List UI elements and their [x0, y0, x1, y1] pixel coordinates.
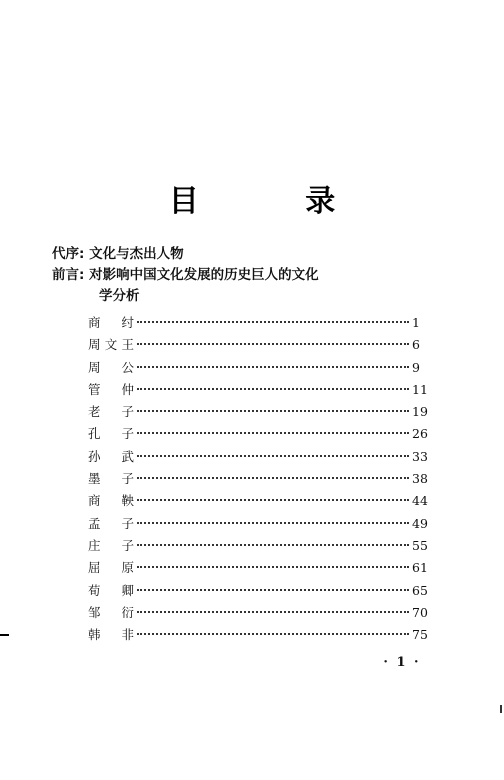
- toc-entry-page: 9: [412, 359, 420, 375]
- toc-entry-name: 管 仲: [88, 381, 134, 397]
- preface-line: [52, 244, 472, 265]
- scan-mark: [500, 705, 502, 713]
- toc-entry-page: 70: [412, 604, 428, 620]
- toc-entry-name: 老 子: [88, 404, 134, 420]
- toc-entry-name: 墨 子: [88, 471, 134, 487]
- foreword-text-continued: 学分析: [99, 288, 140, 304]
- foreword-line-continued: [52, 286, 472, 307]
- leader-dots: [137, 432, 409, 434]
- table-of-contents: [88, 313, 434, 647]
- leader-dots: [137, 499, 409, 501]
- toc-entry: [88, 402, 434, 424]
- toc-entry-page: 75: [412, 627, 428, 643]
- leader-dots: [137, 388, 409, 390]
- toc-entry-name: 邹 衍: [88, 604, 134, 620]
- leader-dots: [137, 633, 409, 635]
- toc-entry-name: 商 纣: [88, 315, 134, 330]
- toc-entry-name: 周 文 王: [88, 337, 134, 353]
- toc-entry-name: 孙 武: [88, 448, 134, 464]
- toc-entry-page: 1: [412, 315, 420, 330]
- toc-entry: [88, 380, 434, 402]
- leader-dots: [137, 455, 409, 457]
- leader-dots: [137, 321, 409, 323]
- toc-entry: [88, 469, 434, 491]
- preface-text: 文化与杰出人物: [89, 246, 184, 262]
- page-title: 目 录: [168, 184, 384, 219]
- toc-entry: [88, 447, 434, 469]
- page-number: · 1 ·: [383, 655, 421, 670]
- toc-entry-name: 屈 原: [88, 560, 134, 576]
- foreword-text: 对影响中国文化发展的历史巨人的文化: [89, 267, 319, 283]
- toc-entry: [88, 536, 434, 558]
- leader-dots: [137, 522, 409, 524]
- leader-dots: [137, 611, 409, 613]
- leader-dots: [137, 477, 409, 479]
- foreword-line: [52, 265, 472, 286]
- leader-dots: [137, 566, 409, 568]
- toc-entry-name: 韩 非: [88, 627, 134, 643]
- toc-entry: [88, 313, 434, 335]
- leader-dots: [137, 589, 409, 591]
- toc-entry-name: 庄 子: [88, 537, 134, 553]
- foreword-label: 前言:: [52, 267, 85, 283]
- toc-entry: [88, 625, 434, 647]
- toc-entry-page: 6: [412, 337, 420, 353]
- leader-dots: [137, 410, 409, 412]
- toc-entry-name: 孔 子: [88, 426, 134, 442]
- toc-entry-page: 26: [412, 426, 428, 442]
- toc-entry-name: 商 鞅: [88, 493, 134, 509]
- toc-entry-name: 孟 子: [88, 515, 134, 531]
- toc-entry: [88, 581, 434, 603]
- toc-entry: [88, 603, 434, 625]
- toc-entry-page: 11: [412, 381, 428, 397]
- toc-entry-name: 荀 卿: [88, 582, 134, 598]
- toc-entry-page: 19: [412, 404, 428, 420]
- leader-dots: [137, 366, 409, 368]
- toc-entry: [88, 491, 434, 513]
- intro-section: [52, 244, 472, 307]
- toc-entry-page: 38: [412, 471, 428, 487]
- leader-dots: [137, 544, 409, 546]
- toc-entry-page: 33: [412, 448, 428, 464]
- toc-entry-page: 49: [412, 515, 428, 531]
- toc-entry-page: 61: [412, 560, 428, 576]
- toc-entry: [88, 358, 434, 380]
- toc-entry: [88, 558, 434, 580]
- preface-label: 代序:: [52, 246, 85, 262]
- toc-entry-page: 65: [412, 582, 428, 598]
- scan-mark: [0, 634, 9, 636]
- toc-entry-page: 44: [412, 493, 428, 509]
- toc-entry: [88, 514, 434, 536]
- leader-dots: [137, 343, 409, 345]
- toc-entry: [88, 424, 434, 446]
- toc-entry: [88, 335, 434, 357]
- toc-entry-page: 55: [412, 537, 428, 553]
- toc-entry-name: 周 公: [88, 359, 134, 375]
